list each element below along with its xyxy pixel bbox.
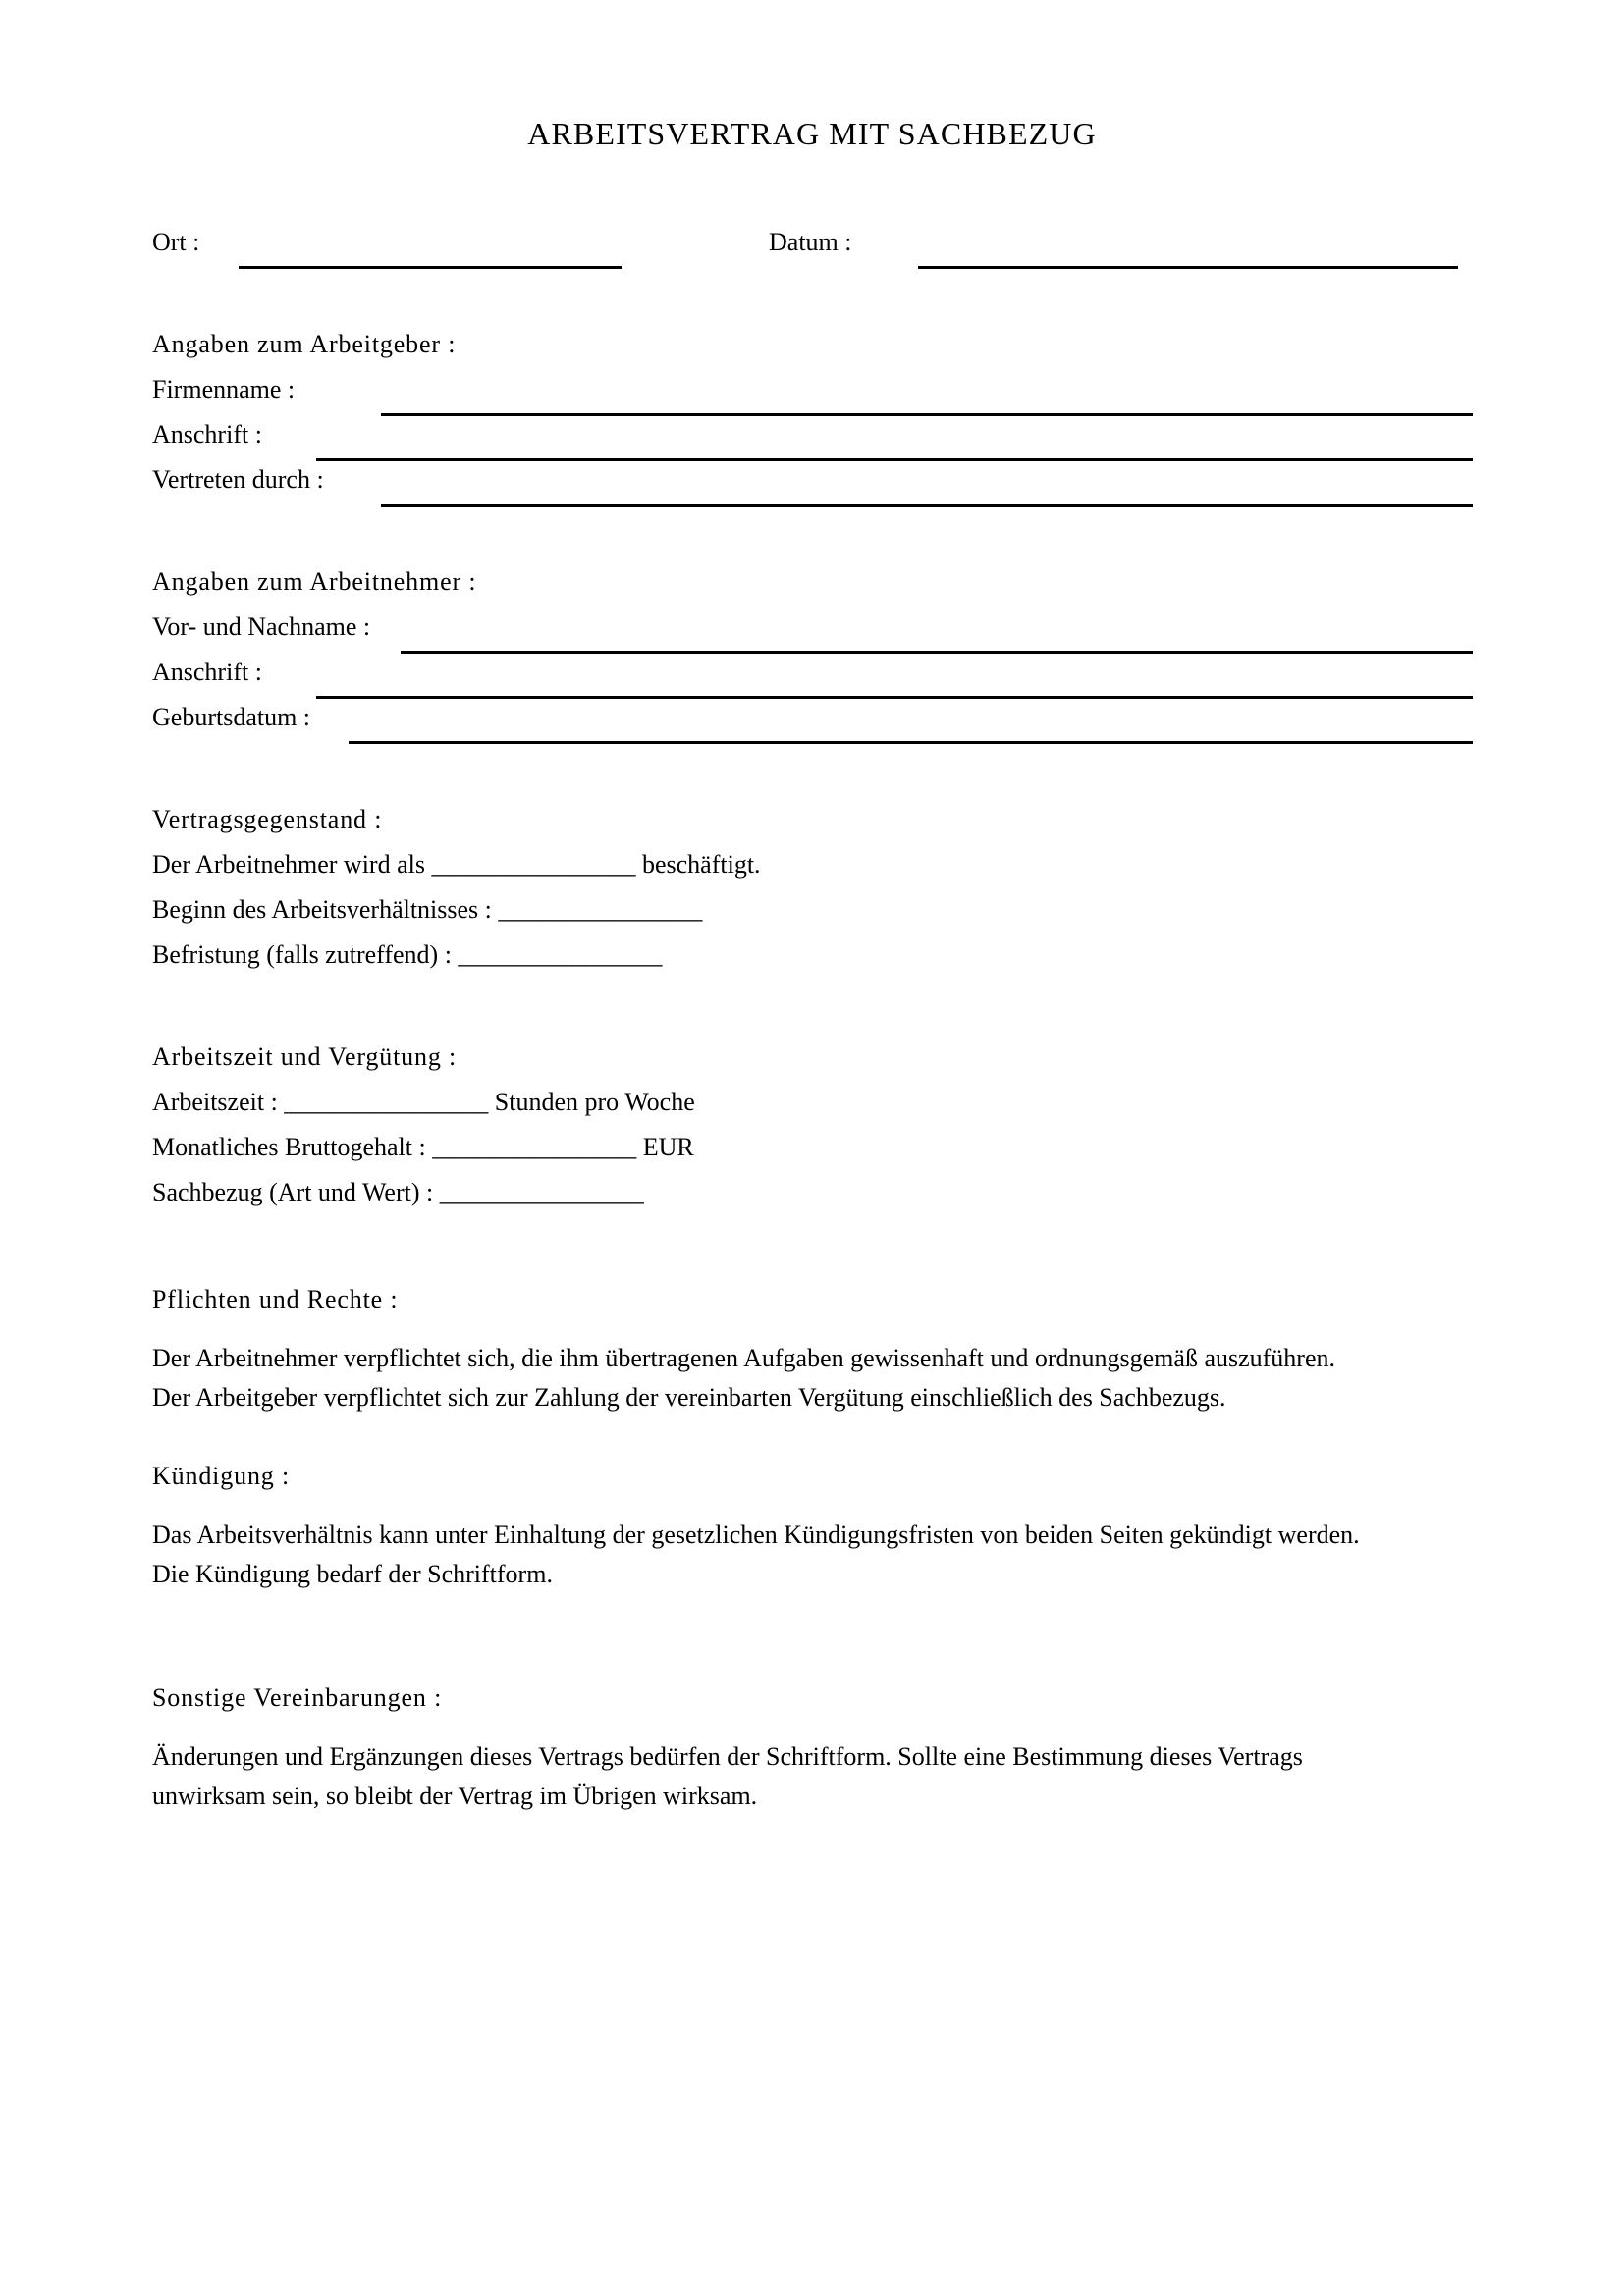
employer-address-row (152, 420, 1488, 465)
employee-name-label: Vor- und Nachname : (152, 613, 371, 641)
geburtsdatum-field-rule[interactable] (349, 741, 1473, 744)
spacer (152, 986, 1488, 1042)
vertreten-durch-label: Vertreten durch : (152, 465, 324, 494)
misc-section (152, 1679, 1488, 1816)
spacer (152, 1223, 1488, 1280)
termination-line-1: Das Arbeitsverhältnis kann unter Einhaltung der gesetzlichen Kündigungsfristen von beiden Seiten gekündigt werden. (152, 1521, 1360, 1549)
ort-field-rule[interactable] (239, 266, 622, 269)
vertreten-durch-field-rule[interactable] (381, 504, 1473, 507)
place-date-section (152, 228, 1488, 273)
employer-heading-row (152, 330, 1488, 375)
benefit-in-kind-row (152, 1178, 1488, 1223)
term-prefix: Befristung (falls zutreffend) : (152, 940, 459, 969)
spacer (152, 1496, 1488, 1516)
employer-anschrift-field-rule[interactable] (316, 458, 1473, 461)
subject-heading-row (152, 805, 1488, 850)
termination-section (152, 1457, 1488, 1594)
page-title: ARBEITSVERTRAG MIT SACHBEZUG (527, 116, 1097, 151)
employed-as-prefix: Der Arbeitnehmer wird als (152, 850, 432, 879)
spacer (152, 748, 1488, 805)
geburtsdatum-label: Geburtsdatum : (152, 703, 311, 731)
working-hours-suffix: Stunden pro Woche (488, 1088, 695, 1116)
gross-salary-blank[interactable]: ________________ (432, 1133, 637, 1161)
employed-as-row (152, 850, 1488, 895)
employer-representative-row (152, 465, 1488, 510)
spacer (152, 1319, 1488, 1339)
working-hours-line (152, 1088, 695, 1117)
term-blank[interactable]: ________________ (458, 940, 663, 969)
employee-name-field-rule[interactable] (401, 651, 1473, 654)
gross-salary-prefix: Monatliches Bruttogehalt : (152, 1133, 433, 1161)
duties-line-1: Der Arbeitnehmer verpflichtet sich, die ihm übertragenen Aufgaben gewissenhaft und ordnungsgemäß auszuführen. (152, 1344, 1336, 1372)
start-date-line (152, 895, 702, 925)
place-date-row (152, 228, 1488, 273)
datum-field-rule[interactable] (918, 266, 1458, 269)
benefit-in-kind-prefix: Sachbezug (Art und Wert) : (152, 1178, 440, 1206)
employee-name-row (152, 613, 1488, 658)
spacer (152, 273, 1488, 330)
term-line (152, 940, 662, 970)
employee-heading: Angaben zum Arbeitnehmer : (152, 567, 477, 596)
subject-heading: Vertragsgegenstand : (152, 805, 383, 833)
duties-section (152, 1280, 1488, 1417)
term-row (152, 940, 1488, 986)
firmenname-label: Firmenname : (152, 375, 296, 403)
spacer (152, 1718, 1488, 1737)
employer-section (152, 330, 1488, 510)
working-hours-blank[interactable]: ________________ (284, 1088, 489, 1116)
duties-line-2: Der Arbeitgeber verpflichtet sich zur Zahlung der vereinbarten Vergütung einschließlich des Sachbezugs. (152, 1383, 1226, 1412)
gross-salary-suffix: EUR (636, 1133, 694, 1161)
document-body (152, 228, 1488, 1816)
employee-address-row (152, 658, 1488, 703)
benefit-in-kind-line (152, 1178, 644, 1207)
employed-as-blank[interactable]: ________________ (431, 850, 636, 879)
benefit-in-kind-blank[interactable]: ________________ (439, 1178, 644, 1206)
misc-heading: Sonstige Vereinbarungen : (152, 1683, 443, 1712)
ort-label: Ort : (152, 228, 200, 256)
termination-line-2: Die Kündigung bedarf der Schriftform. (152, 1560, 553, 1588)
spacer (152, 1417, 1488, 1457)
employer-company-row (152, 375, 1488, 420)
employee-birthdate-row (152, 703, 1488, 748)
start-date-blank[interactable]: ________________ (498, 895, 703, 924)
working-hours-row (152, 1088, 1488, 1133)
employed-as-line (152, 850, 761, 880)
employee-section (152, 567, 1488, 748)
hours-pay-section (152, 1042, 1488, 1223)
hours-pay-heading: Arbeitszeit und Vergütung : (152, 1042, 458, 1071)
firmenname-field-rule[interactable] (381, 413, 1473, 416)
employer-anschrift-label: Anschrift : (152, 420, 262, 449)
employer-heading: Angaben zum Arbeitgeber : (152, 330, 457, 358)
start-date-row (152, 895, 1488, 940)
duties-heading: Pflichten und Rechte : (152, 1285, 399, 1313)
employee-anschrift-field-rule[interactable] (316, 696, 1473, 699)
start-date-prefix: Beginn des Arbeitsverhältnisses : (152, 895, 499, 924)
misc-line-2: unwirksam sein, so bleibt der Vertrag im Übrigen wirksam. (152, 1782, 758, 1810)
employed-as-suffix: beschäftigt. (635, 850, 761, 879)
employee-heading-row (152, 567, 1488, 613)
gross-salary-row (152, 1133, 1488, 1178)
spacer (152, 1594, 1488, 1679)
misc-line-1: Änderungen und Ergänzungen dieses Vertrags bedürfen der Schriftform. Sollte eine Bestimmung dieses Vertrags (152, 1742, 1303, 1771)
datum-label: Datum : (769, 228, 852, 256)
gross-salary-line (152, 1133, 694, 1162)
hours-pay-heading-row (152, 1042, 1488, 1088)
spacer (152, 510, 1488, 567)
employee-anschrift-label: Anschrift : (152, 658, 262, 686)
working-hours-prefix: Arbeitszeit : (152, 1088, 285, 1116)
subject-section (152, 805, 1488, 986)
termination-heading: Kündigung : (152, 1462, 291, 1490)
